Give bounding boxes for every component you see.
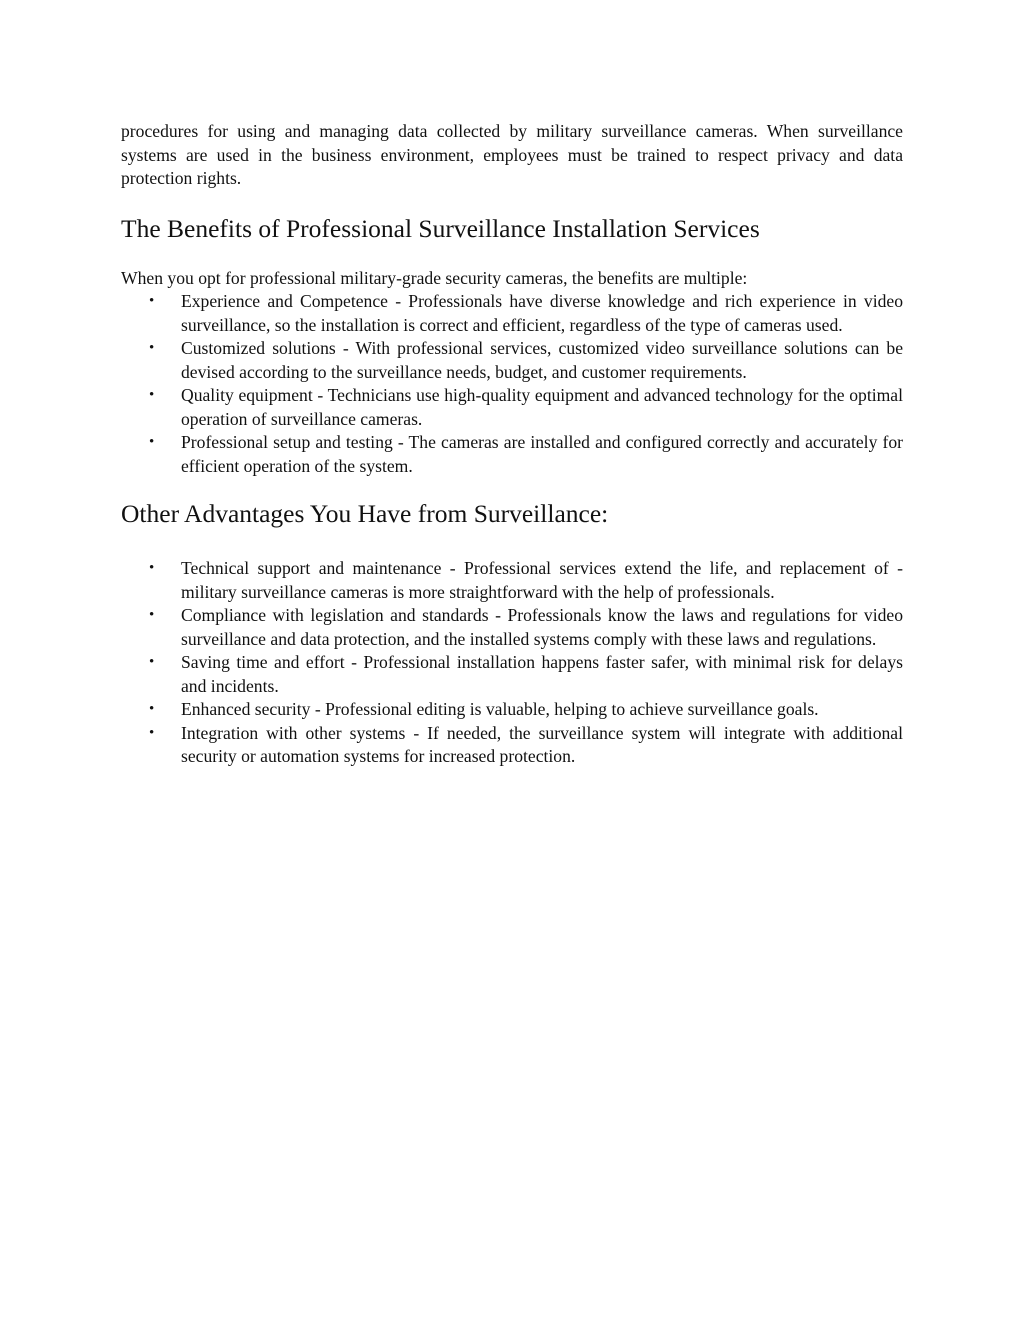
bullet-dot-icon: • xyxy=(149,607,155,623)
bullet-dot-icon: • xyxy=(149,654,155,670)
bullet-dot-icon: • xyxy=(149,434,155,450)
list-item xyxy=(121,722,903,769)
list-item xyxy=(121,698,903,722)
benefits-list xyxy=(121,290,903,478)
list-item-text: Compliance with legislation and standards - Professionals know the laws and regulations for video surveillance and data protection, and the installed systems comply with these laws and regulations. xyxy=(181,605,903,649)
list-item xyxy=(121,384,903,431)
list-item xyxy=(121,290,903,337)
list-item-text: Saving time and effort - Professional installation happens faster safer, with minimal risk for delays and incidents. xyxy=(181,652,903,696)
list-item-text: Enhanced security - Professional editing is valuable, helping to achieve surveillance goals. xyxy=(181,699,819,719)
list-item xyxy=(121,337,903,384)
intro-paragraph: procedures for using and managing data collected by military surveillance cameras. When surveillance systems are used in the business environment, employees must be trained to respect privacy and data protection rights. xyxy=(121,121,903,188)
bullet-dot-icon: • xyxy=(149,340,155,356)
benefits-heading: The Benefits of Professional Surveillance Installation Services xyxy=(121,213,760,243)
advantages-heading: Other Advantages You Have from Surveillance: xyxy=(121,499,609,528)
bullet-dot-icon: • xyxy=(149,701,155,717)
bullet-dot-icon: • xyxy=(149,560,155,576)
list-item-text: Customized solutions - With professional services, customized video surveillance solutions can be devised according to the surveillance needs, budget, and customer requirements. xyxy=(181,338,903,382)
list-item-text: Quality equipment - Technicians use high-quality equipment and advanced technology for the optimal operation of surveillance cameras. xyxy=(181,385,903,429)
list-item xyxy=(121,604,903,651)
bullet-dot-icon: • xyxy=(149,293,155,309)
list-item-text: Integration with other systems - If needed, the surveillance system will integrate with additional security or automation systems for increased protection. xyxy=(181,722,903,766)
benefits-lead-paragraph: When you opt for professional military-grade security cameras, the benefits are multiple: xyxy=(121,267,748,288)
document-page xyxy=(121,120,903,769)
bullet-dot-icon: • xyxy=(149,387,155,403)
list-item xyxy=(121,557,903,604)
advantages-list xyxy=(121,557,903,769)
list-item xyxy=(121,431,903,478)
list-item xyxy=(121,651,903,698)
bullet-dot-icon: • xyxy=(149,724,155,741)
list-item-text: Experience and Competence - Professionals have diverse knowledge and rich experience in video surveillance, so the installation is correct and efficient, regardless of the type of cameras used. xyxy=(181,291,903,335)
list-item-text: Professional setup and testing - The cameras are installed and configured correctly and accurately for efficient operation of the system. xyxy=(181,432,903,476)
list-item-text: Technical support and maintenance - Professional services extend the life, and replacement of - military surveillance cameras is more straightforward with the help of professionals. xyxy=(181,558,903,602)
